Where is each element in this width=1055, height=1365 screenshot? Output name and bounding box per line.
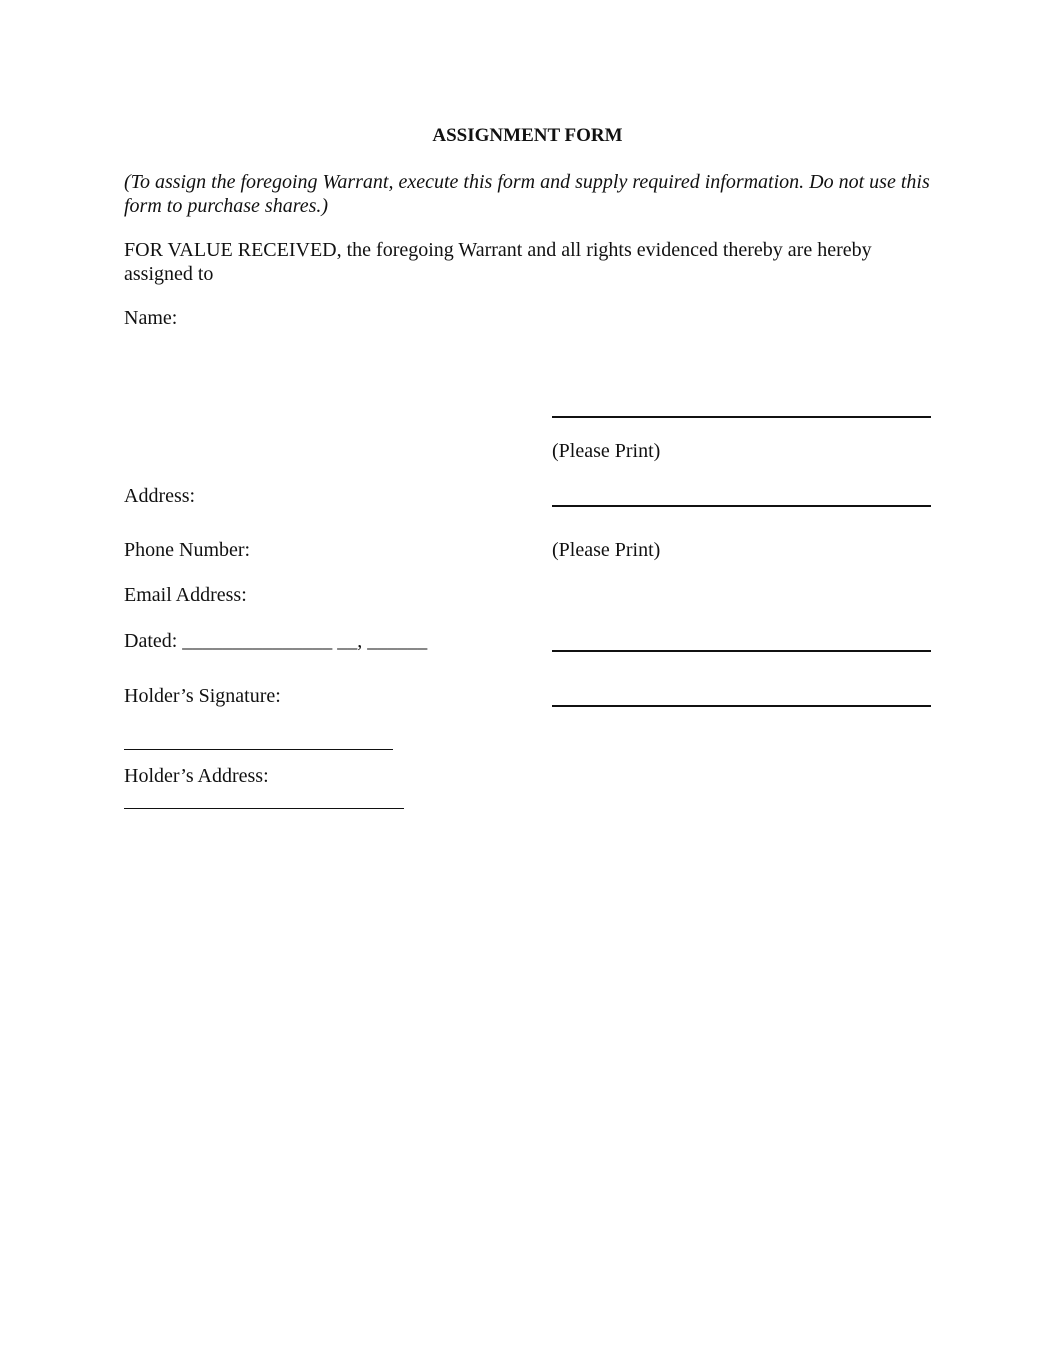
dated-line[interactable] bbox=[552, 650, 931, 652]
assignment-statement: FOR VALUE RECEIVED, the foregoing Warrant and all rights evidenced thereby are hereby assigned to bbox=[124, 239, 872, 285]
name-print-hint: (Please Print) bbox=[552, 440, 661, 462]
address-label: Address: bbox=[124, 485, 196, 507]
holder-address-label: Holder’s Address: bbox=[124, 765, 269, 787]
address-print-hint: (Please Print) bbox=[552, 539, 661, 561]
address-line[interactable] bbox=[552, 505, 931, 507]
holder-signature-label: Holder’s Signature: bbox=[124, 685, 281, 707]
phone-number-label: Phone Number: bbox=[124, 539, 251, 561]
email-address-label: Email Address: bbox=[124, 584, 247, 606]
holder-signature-line[interactable] bbox=[552, 705, 931, 707]
form-title: ASSIGNMENT FORM bbox=[432, 125, 623, 146]
name-label: Name: bbox=[124, 307, 178, 329]
name-line[interactable] bbox=[552, 416, 931, 418]
holder-signature-underline[interactable] bbox=[124, 749, 393, 750]
holder-address-line[interactable] bbox=[124, 808, 404, 809]
dated-label[interactable]: Dated: _______________ __, ______ bbox=[124, 630, 428, 652]
instruction-text: (To assign the foregoing Warrant, execute this form and supply required information. Do not use this form to purchase shares.) bbox=[124, 171, 930, 217]
